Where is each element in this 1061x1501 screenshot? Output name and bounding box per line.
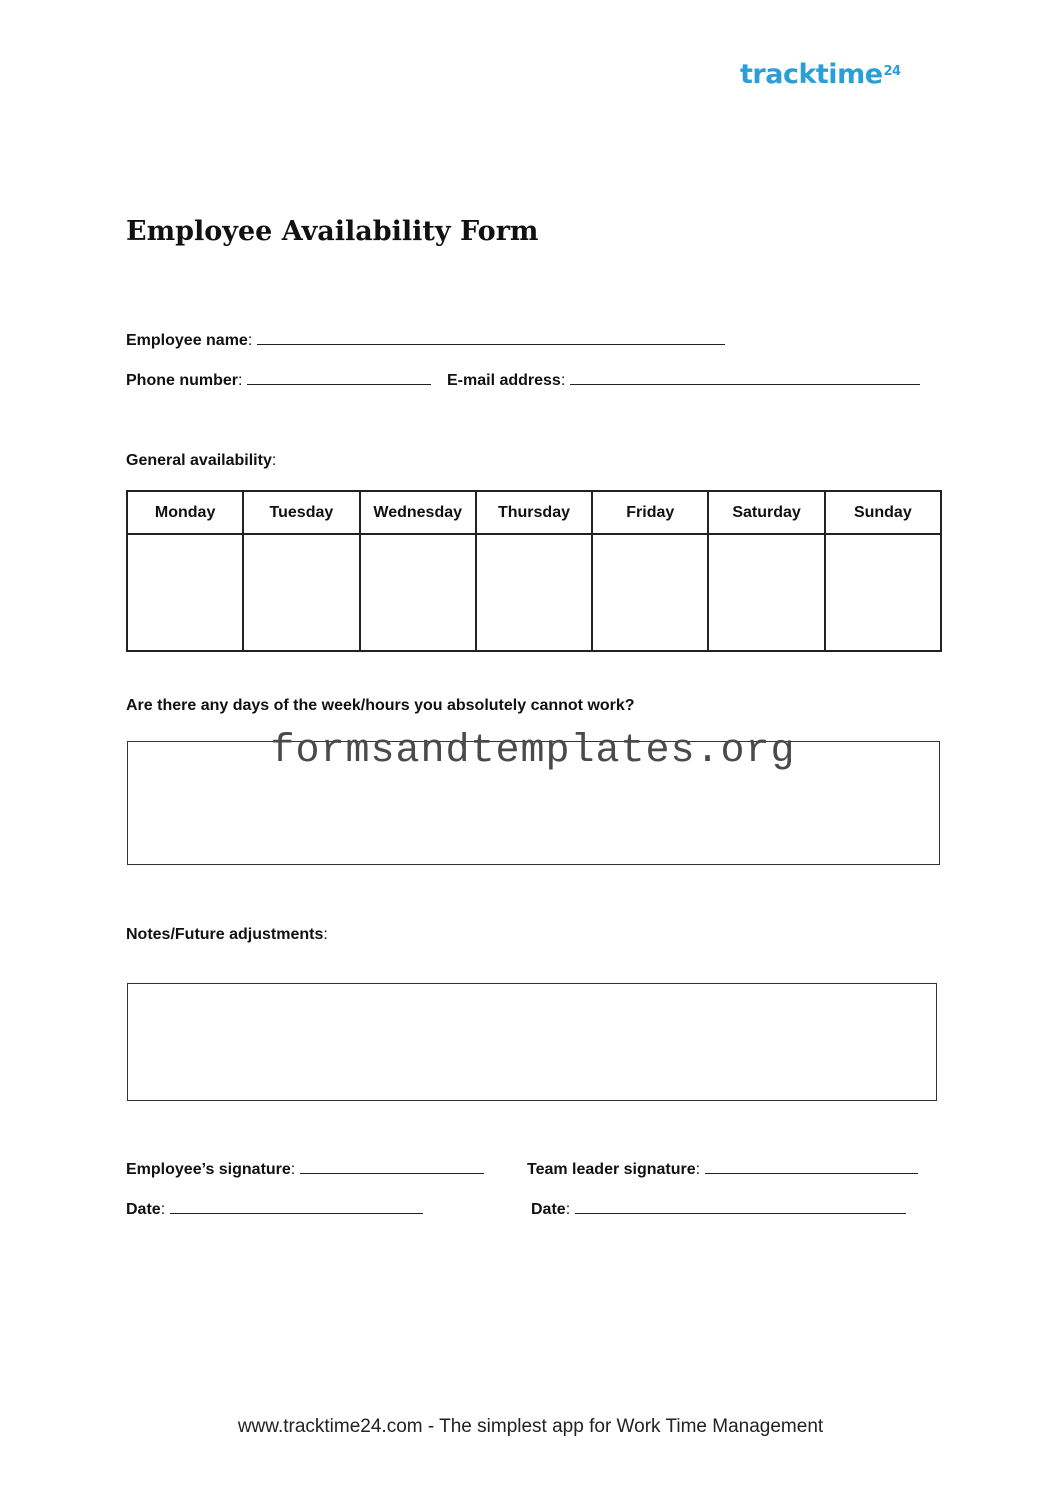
phone-number-field: Phone number : (126, 370, 431, 392)
employee-name-input-line[interactable] (257, 330, 725, 345)
date-input-line-right[interactable] (575, 1199, 906, 1214)
availability-header-row (127, 491, 941, 534)
availability-input-row (127, 534, 941, 651)
logo-text: tracktime (740, 59, 883, 90)
email-address-input-line[interactable] (570, 370, 920, 385)
date-field-right: Date : (531, 1199, 906, 1221)
date-field-left: Date : (126, 1199, 423, 1221)
team-leader-signature-label: Team leader signature (527, 1161, 696, 1178)
date-input-line-left[interactable] (170, 1199, 423, 1214)
employee-signature-label: Employee’s signature (126, 1161, 291, 1178)
date-label-left: Date (126, 1201, 161, 1218)
employee-name-field: Employee name : (126, 330, 725, 352)
employee-name-label: Employee name (126, 332, 248, 349)
availability-cell-saturday[interactable] (708, 534, 824, 651)
day-header-wednesday: Wednesday (360, 491, 476, 534)
footer-text: www.tracktime24.com - The simplest app for Work Time Management (237, 1416, 824, 1437)
team-leader-signature-field: Team leader signature : (527, 1159, 918, 1181)
team-leader-signature-input-line[interactable] (705, 1159, 918, 1174)
employee-signature-input-line[interactable] (300, 1159, 484, 1174)
availability-cell-wednesday[interactable] (360, 534, 476, 651)
logo-superscript: 24 (883, 64, 901, 79)
day-header-friday: Friday (592, 491, 708, 534)
day-header-monday: Monday (127, 491, 243, 534)
general-availability-label: General availability (126, 452, 272, 469)
day-header-tuesday: Tuesday (243, 491, 359, 534)
notes-heading: Notes/Future adjustments: (126, 926, 328, 943)
day-header-sunday: Sunday (825, 491, 941, 534)
availability-cell-thursday[interactable] (476, 534, 592, 651)
phone-number-input-line[interactable] (247, 370, 431, 385)
employee-signature-field: Employee’s signature : (126, 1159, 484, 1181)
date-label-right: Date (531, 1201, 566, 1218)
availability-table (126, 490, 942, 652)
brand-logo (740, 58, 901, 92)
cannot-work-heading: Are there any days of the week/hours you absolutely cannot work? (126, 697, 635, 714)
day-header-thursday: Thursday (476, 491, 592, 534)
availability-cell-tuesday[interactable] (243, 534, 359, 651)
availability-cell-friday[interactable] (592, 534, 708, 651)
general-availability-heading: General availability: (126, 452, 277, 469)
availability-cell-monday[interactable] (127, 534, 243, 651)
phone-number-label: Phone number (126, 372, 239, 389)
day-header-saturday: Saturday (708, 491, 824, 534)
watermark: formsandtemplates.org (270, 729, 796, 774)
email-address-field: E-mail address : (447, 370, 920, 392)
email-address-label: E-mail address (447, 372, 561, 389)
availability-cell-sunday[interactable] (825, 534, 941, 651)
page-title: Employee Availability Form (126, 216, 539, 247)
notes-label: Notes/Future adjustments (126, 926, 324, 943)
notes-textbox[interactable] (127, 983, 937, 1101)
